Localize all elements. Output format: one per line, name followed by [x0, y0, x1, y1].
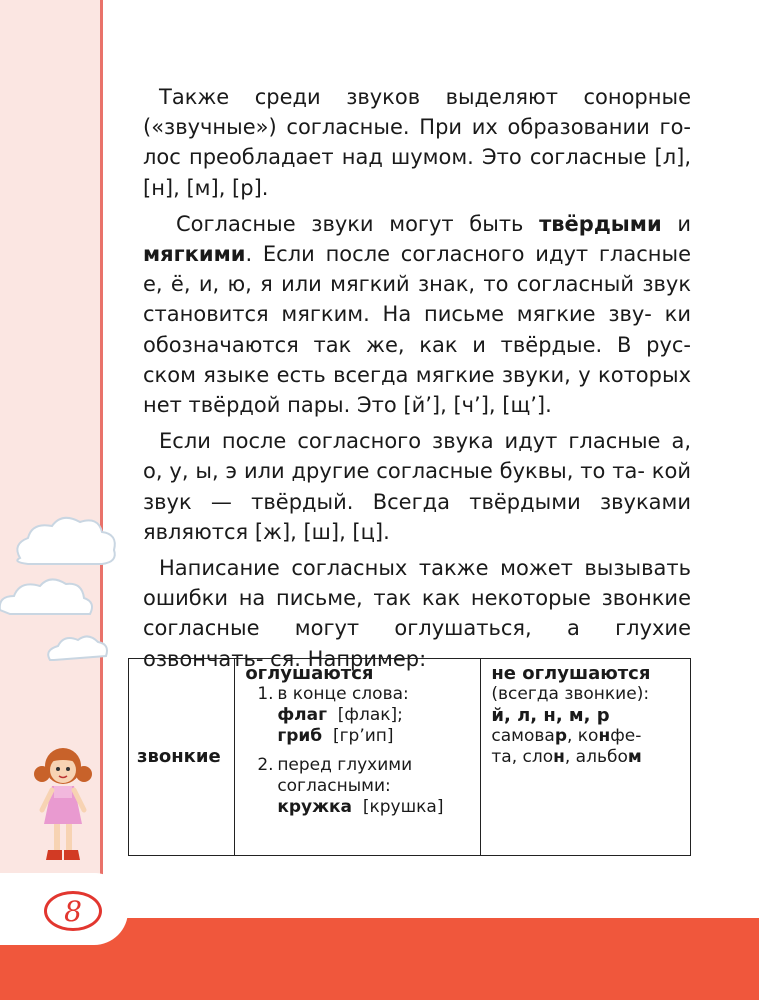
list-item: 1. в конце слова: флаг [флак]; гриб [гр’ип] [257, 684, 409, 746]
paragraph-4: Написание согласных также может вызывать ошибки на письме, так как некоторые звонкие согласные могут оглушаться, а глухие озвончать- ся. Например: [143, 556, 691, 671]
list-item: 2. перед глухими согласными: кружка [крушка] [257, 755, 444, 817]
paragraph-2: Согласные звуки могут быть твёрдыми и мягкими. Если после согласного идут гласные е, ё, и, ю, я или мягкий знак, то согласный звук становится мягким. На письме мягкие зву- ки обозначаются так же, как и твёрдые. В рус- ском языке есть всегда мягкие звуки, у которых нет твёрдой пары. Это [й’], [ч’], [щ’]. [143, 211, 691, 418]
voiced-consonants-table [128, 658, 691, 856]
row-label: звонкие [129, 659, 235, 856]
page-number: 8 [44, 891, 102, 931]
devoiced-cell [235, 659, 481, 856]
example-line-1: самовар, конфе- [491, 726, 642, 746]
not-devoiced-note: (всегда звонкие): [491, 684, 650, 704]
sonorant-letters: й, л, н, м, р [491, 705, 610, 726]
clouds-illustration [0, 510, 130, 680]
not-devoiced-heading: не оглушаются [491, 663, 651, 684]
devoiced-heading: оглушаются [245, 663, 374, 684]
paragraph-3: Если после согласного звука идут гласные а, о, у, ы, э или другие согласные буквы, то та- кой звук — твёрдый. Всегда твёрдыми звуками являются [ж], [ш], [ц]. [143, 429, 691, 544]
bold-term-soft: мягкими [143, 242, 246, 267]
paragraph-1: Также среди звуков выделяют сонорные («звучные») согласные. При их образовании го- лос преобладает над шумом. Это согласные [л], [н], [м], [р]. [143, 85, 691, 200]
main-text [143, 82, 691, 674]
not-devoiced-cell [481, 659, 691, 856]
example-line-2: та, слон, альбом [491, 747, 642, 767]
margin-line [100, 0, 103, 880]
girl-illustration [30, 740, 96, 870]
devoiced-list [245, 684, 474, 818]
bold-term-hard: твёрдыми [539, 211, 662, 236]
table-row [129, 659, 691, 856]
